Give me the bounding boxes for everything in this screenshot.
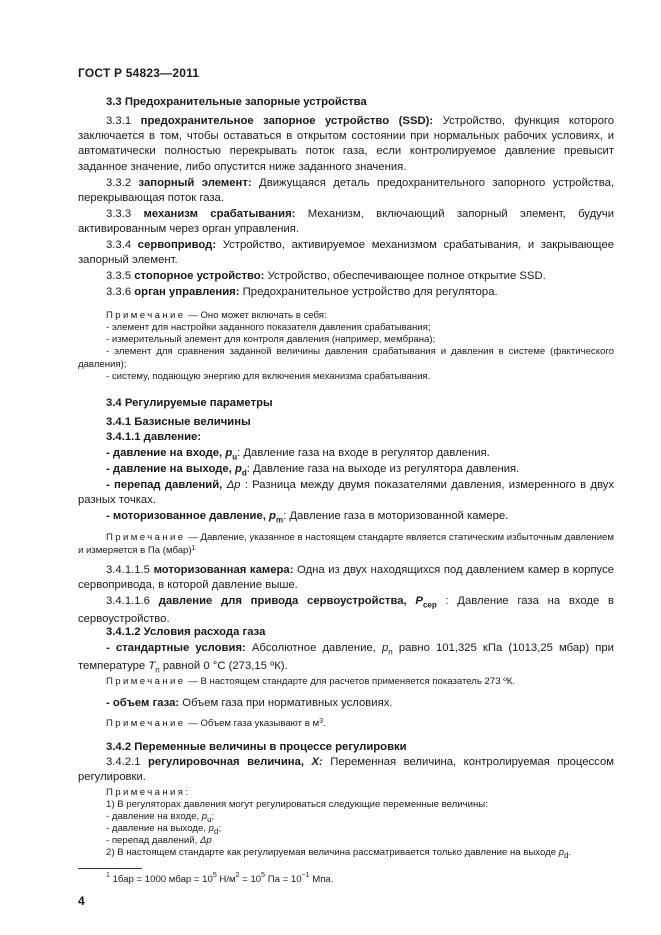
note-item: - систему, подающую энергию для включения механизма срабатывания. [106, 371, 431, 382]
clause-3-3-1 [78, 114, 614, 175]
term-text: Абсолютное давление, [245, 642, 382, 654]
footnote-text: Па = 10 [265, 874, 302, 885]
clause-text: Механизм, включающий запорный элемент, будучи активированным через орган управления. [78, 208, 615, 236]
subsection-3-4-2: 3.4.2 Переменные величины в процессе регулировки [106, 741, 407, 753]
note-pressure [78, 532, 614, 557]
clause-number: 3.3.6 [106, 286, 135, 298]
symbol: X: [311, 756, 323, 768]
note-text: - перепад давлений, [106, 835, 200, 846]
clause-text: Движущаяся деталь предохранительного запорного устройства, перекрывающая поток газа. [78, 177, 614, 205]
clause-term: запорный элемент: [138, 177, 252, 189]
note-temperature [78, 676, 614, 689]
punctuation: ; [218, 823, 222, 834]
clause-number: 3.3.2 [106, 177, 139, 189]
footnote-text: 1бар = 1000 мбар = 10 [112, 874, 213, 885]
note-text: — Давление, указанное в настоящем стандарте является статическим избыточным давлением и измеряется в Па (мбар) [78, 532, 614, 556]
clause-number: 3.3.3 [106, 208, 144, 220]
clause-term: моторизованная камера: [153, 564, 294, 576]
symbol-subscript: n [388, 647, 393, 657]
clause-term: предохранительное запорное устройство (SSD): [140, 115, 434, 127]
note-text: — Объем газа указывают в м [185, 718, 320, 729]
symbol-subscript: d [564, 850, 569, 860]
clause-3-3-3 [78, 207, 614, 237]
term-text: Объем газа при нормативных условиях. [179, 697, 393, 709]
page-number: 4 [78, 894, 85, 908]
term-text: : Давление газа в моторизованной камере. [283, 510, 509, 522]
clause-3-3-2 [78, 176, 614, 206]
symbol-subscript: m [275, 515, 284, 525]
clause-text: Предохранительное устройство для регулятора. [239, 286, 498, 298]
note-text: - давление на выходе, [106, 823, 209, 834]
note-label: Примечание [106, 718, 186, 729]
symbol: T [148, 660, 156, 673]
clause-number: 3.4.1.1.5 [106, 564, 154, 576]
note-3-3 [78, 310, 614, 323]
note-label: Примечание [106, 532, 186, 543]
clause-term: орган управления: [134, 286, 240, 298]
term-gas-volume [78, 696, 614, 711]
clause-3-4-2-1 [78, 755, 614, 785]
term-motorized-pressure [78, 509, 614, 527]
note-text: 2) В настоящем стандарте как регулируемая величина рассматривается только давление на выходе [106, 847, 559, 858]
note-item: 1) В регуляторах давления могут регулироваться следующие переменные величины: [106, 799, 488, 810]
symbol: p [201, 811, 208, 822]
footnote-separator [78, 868, 142, 869]
punctuation: ; [211, 811, 215, 822]
clause-3-4-1-1-5 [78, 563, 614, 593]
symbol: p [381, 642, 389, 654]
note-text: — В настоящем стандарте для расчетов применяется показатель 273 ºК. [185, 676, 515, 687]
footnote-reference: 1 [191, 544, 196, 552]
clause-term: стопорное устройство: [134, 270, 265, 282]
symbol-subscript: n [155, 665, 160, 675]
clause-number: 3.4.1.1.6 [106, 595, 159, 607]
note-text: - давление на входе, [106, 811, 202, 822]
note-item: - элемент для сравнения заданной величины давления срабатывания и давления в системе (фактического давления); [78, 346, 614, 370]
term-text: равной 0 °С (273,15 ºК). [159, 660, 288, 673]
symbol: P [415, 595, 423, 607]
standard-header: ГОСТ Р 54823—2011 [78, 66, 200, 80]
symbol-subscript: сер [422, 600, 437, 610]
clause-text: Переменная величина, контролируемая процессом регулировки. [78, 756, 614, 784]
symbol-subscript: u [232, 452, 238, 462]
note-text: — Оно может включать в себя: [185, 310, 327, 321]
note-item: - измерительный элемент для контроля давления (например, мембрана); [106, 334, 436, 345]
note-item [78, 835, 614, 848]
clause-3-4-1-1-6 [78, 594, 614, 628]
term-text: равно 101,325 кПа (1013,25 мбар) при температуре [78, 642, 614, 673]
symbol-subscript: d [213, 826, 219, 836]
clause-text: Одна из двух находящихся под давлением камер в корпусе сервопривода, в которой давление выше. [78, 564, 615, 592]
term-label: - объем газа: [106, 697, 180, 709]
symbol: Δp [226, 479, 241, 491]
symbol: p [208, 823, 214, 834]
subsection-3-4-1: 3.4.1 Базисные величины [106, 416, 251, 428]
symbol: p [225, 447, 233, 459]
term-label: - давление на выходе, [106, 463, 235, 475]
clause-3-3-6 [78, 285, 614, 300]
note-label: Примечание [106, 310, 186, 321]
clause-term: регулировочная величина, [148, 756, 312, 768]
superscript: 5 [261, 872, 266, 879]
superscript: 5 [212, 872, 217, 879]
footnote-text: Н/м [216, 874, 236, 885]
notes-label [78, 787, 614, 800]
term-label: - перепад давлений, [106, 479, 227, 491]
clause-number: 3.3.1 [106, 115, 141, 127]
term-label: - моторизованное давление, [106, 510, 270, 522]
symbol: p [234, 463, 242, 475]
term-pressure-difference [78, 478, 614, 508]
symbol: Δp [199, 835, 212, 846]
term-standard-conditions [78, 641, 614, 678]
clause-text: Устройство, активируемое механизмом срабатывания, и закрывающее запорный элемент. [78, 239, 615, 267]
clause-text: Устройство, обеспечивающее полное открытие SSD. [264, 270, 546, 282]
subsection-3-4-1-1: 3.4.1.1 давление: [106, 431, 202, 443]
note-label: Примечания: [106, 787, 191, 798]
clause-term: давление для привода сервоустройства, [158, 595, 416, 607]
clause-number: 3.3.4 [106, 239, 138, 251]
punctuation: . [568, 847, 572, 858]
punctuation: . [322, 718, 326, 729]
symbol: p [558, 847, 565, 858]
symbol-subscript: d [241, 468, 247, 478]
clause-term: механизм срабатывания: [143, 208, 296, 220]
clause-term: сервопривод: [137, 239, 217, 251]
note-item [78, 847, 614, 863]
term-text: : Давление газа на входе в регулятор давления. [237, 447, 490, 459]
term-text: : Разница между двумя показателями давления, измеренного в двух разных точках. [78, 479, 614, 507]
footnote [106, 874, 333, 885]
section-title-3-3: 3.3 Предохранительные запорные устройства [106, 96, 367, 108]
term-label: - стандартные условия: [106, 642, 246, 654]
clause-text: Устройство, функция которого заключается в том, чтобы оставаться в открытом состоянии при нормальных рабочих условиях, и автоматически полностью перекрывать поток газа, если контролируемое давление превысит заданное значение, либо опустится ниже заданного значения. [78, 115, 615, 173]
section-title-3-4: 3.4 Регулируемые параметры [106, 397, 273, 409]
superscript: 3 [319, 718, 323, 725]
footnote-text: Мпа. [309, 874, 334, 885]
note-item: - элемент для настройки заданного показателя давления срабатывания; [106, 322, 431, 333]
symbol-subscript: u [207, 814, 212, 824]
clause-3-3-4 [78, 238, 614, 268]
clause-number: 3.3.5 [106, 270, 135, 282]
term-text: : Давление газа на выходе из регулятора давления. [246, 463, 520, 475]
clause-number: 3.4.2.1 [106, 756, 149, 768]
clause-3-3-5 [78, 269, 614, 284]
symbol: p [269, 510, 276, 522]
note-volume [78, 718, 614, 731]
footnote-text: = 10 [239, 874, 262, 885]
clause-text: : Давление газа на входе в сервоустройство. [78, 595, 614, 626]
footnote-marker: 1 [106, 872, 110, 879]
note-label: Примечание [106, 676, 186, 687]
superscript: 2 [235, 872, 240, 879]
superscript: −1 [301, 872, 310, 879]
subsection-3-4-1-2: 3.4.1.2 Условия расхода газа [106, 626, 266, 638]
term-label: - давление на входе, [106, 447, 226, 459]
